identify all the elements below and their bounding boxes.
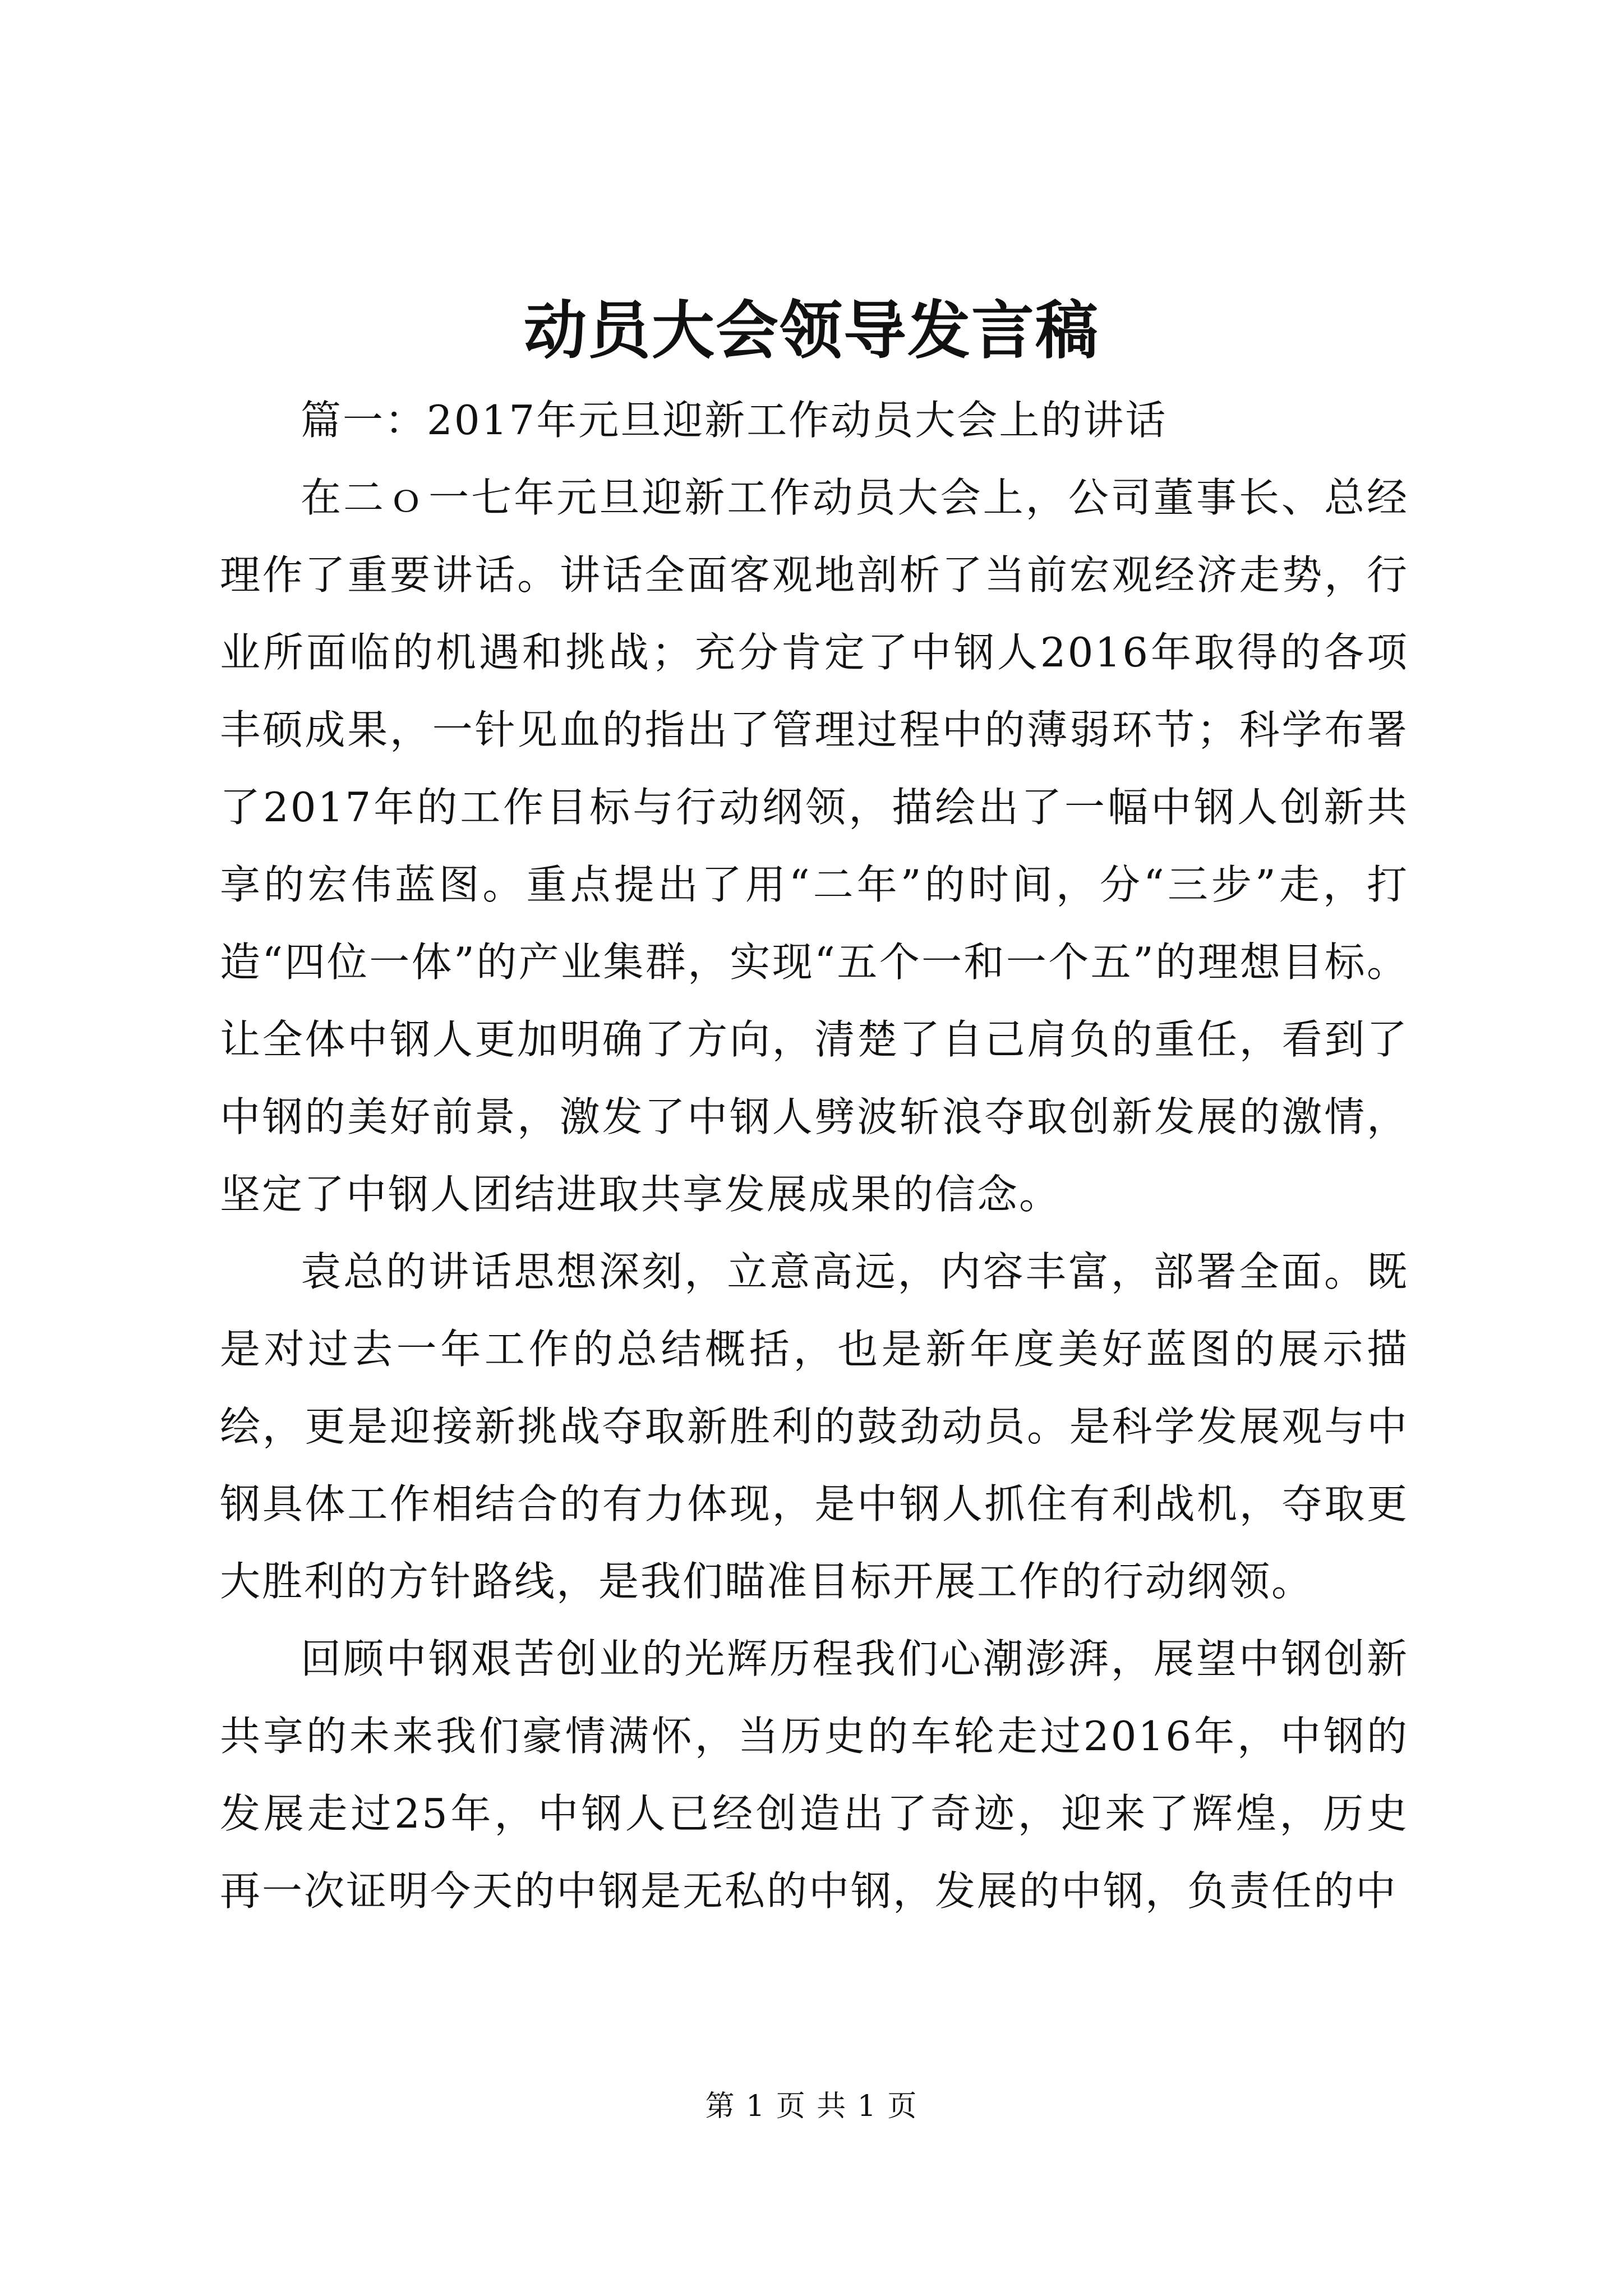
paragraph-2: 袁总的讲话思想深刻，立意高远，内容丰富，部署全面。既是对过去一年工作的总结概括，也是新年度美好蓝图的展示描绘，更是迎接新挑战夺取新胜利的鼓劲动员。是科学发展观与中钢具体工作相结合的有力体现，是中钢人抓住有利战机，夺取更大胜利的方针路线，是我们瞄准目标开展工作的行动纲领。	[220, 1248, 1409, 1605]
paragraph-1: 在二ｏ一七年元旦迎新工作动员大会上，公司董事长、总经理作了重要讲话。讲话全面客观地剖析了当前宏观经济走势，行业所面临的机遇和挑战；充分肯定了中钢人2016年取得的各项丰硕成果，一针见血的指出了管理过程中的薄弱环节；科学布署了2017年的工作目标与行动纲领，描绘出了一幅中钢人创新共享的宏伟蓝图。重点提出了用“二年”的时间，分“三步”走，打造“四位一体”的产业集群，实现“五个一和一个五”的理想目标。让全体中钢人更加明确了方向，清楚了自己肩负的重任，看到了中钢的美好前景，激发了中钢人劈波斩浪夺取创新发展的激情，坚定了中钢人团结进取共享发展成果的信念。	[220, 474, 1409, 1218]
document-body	[220, 381, 1409, 1930]
section-heading: 篇一：2017年元旦迎新工作动员大会上的讲话	[301, 397, 1168, 444]
paragraph-3: 回顾中钢艰苦创业的光辉历程我们心潮澎湃，展望中钢创新共享的未来我们豪情满怀，当历史的车轮走过2016年，中钢的发展走过25年，中钢人已经创造出了奇迹，迎来了辉煌，历史再一次证明今天的中钢是无私的中钢，发展的中钢，负责任的中	[220, 1635, 1409, 1915]
document-title: 动员大会领导发言稿	[524, 294, 1099, 367]
page-footer: 第 1 页 共 1 页	[705, 2090, 918, 2123]
